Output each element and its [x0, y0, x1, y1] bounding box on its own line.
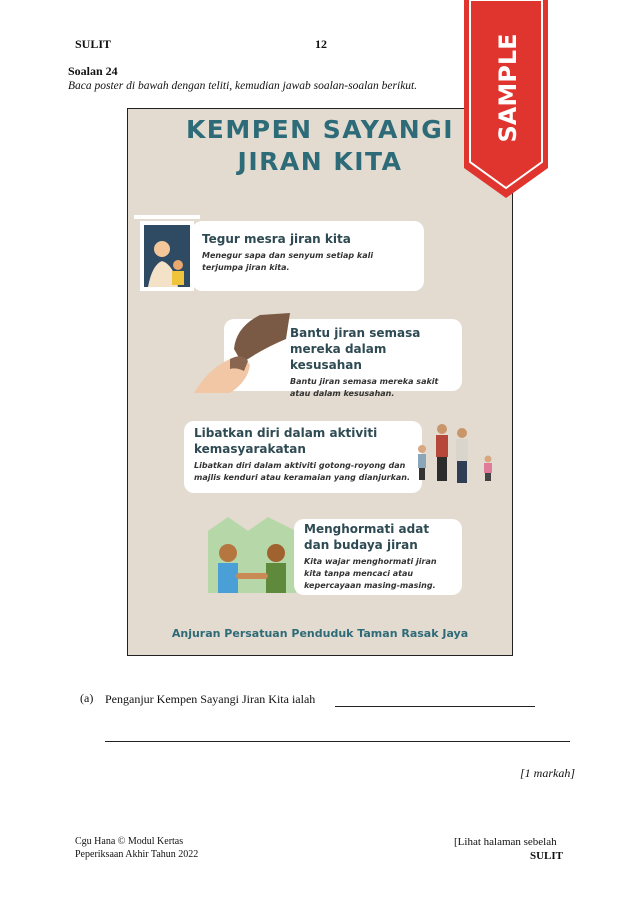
question-instruction: Baca poster di bawah dengan teliti, kemudian jawab soalan-soalan berikut. [68, 80, 418, 92]
answer-blank-1[interactable] [335, 706, 535, 707]
page-number: 12 [315, 37, 327, 51]
answer-marks: [1 markah] [520, 766, 576, 780]
answer-prompt: Penganjur Kempen Sayangi Jiran Kita ialah [105, 692, 316, 706]
footer-sulit: SULIT [530, 850, 564, 862]
card-greet-desc: Menegur sapa dan senyum setiap kali terjumpa jiran kita. [202, 251, 374, 272]
poster-title-line1: KEMPEN SAYANGI [185, 115, 455, 144]
card-greet [192, 221, 424, 291]
family-walking-illustration [404, 419, 504, 493]
card-respect-desc: Kita wajar menghormati jiran kita tanpa mencaci atau kepercayaan masing-masing. [304, 557, 437, 590]
poster [127, 108, 513, 656]
card-respect [294, 519, 462, 595]
poster-organizer: Anjuran Persatuan Penduduk Taman Rasak Jaya [171, 627, 469, 640]
answer-blank-2[interactable] [105, 741, 570, 742]
card-greet-heading: Tegur mesra jiran kita [202, 232, 351, 246]
card-help-heading: Bantu jiran semasa mereka dalam kesusahan [290, 326, 421, 372]
card-community-desc: Libatkan diri dalam aktiviti gotong-royong dan majlis kenduri atau keramaian yang dianjurkan. [194, 461, 411, 482]
answer-label: (a) [80, 691, 94, 705]
helping-hands-illustration [190, 309, 300, 401]
sample-watermark-text: SAMPLE [494, 33, 522, 143]
question-title: Soalan 24 [68, 64, 118, 78]
footer-next-page: [Lihat halaman sebelah [454, 836, 557, 848]
poster-title-line2: JIRAN KITA [237, 147, 403, 176]
card-respect-heading: Menghormati adat dan budaya jiran [304, 522, 430, 552]
card-community [184, 421, 422, 493]
card-community-heading: Libatkan diri dalam aktiviti kemasyarakatan [194, 426, 378, 456]
sample-watermark [460, 0, 552, 200]
footer-exam: Peperiksaan Akhir Tahun 2022 [75, 849, 199, 860]
footer-credit: Cgu Hana © Modul Kertas [75, 836, 184, 847]
handshake-illustration [206, 515, 300, 595]
card-help-desc: Bantu jiran semasa mereka sakit atau dalam kesusahan. [290, 377, 439, 398]
header-sulit: SULIT [75, 37, 112, 51]
